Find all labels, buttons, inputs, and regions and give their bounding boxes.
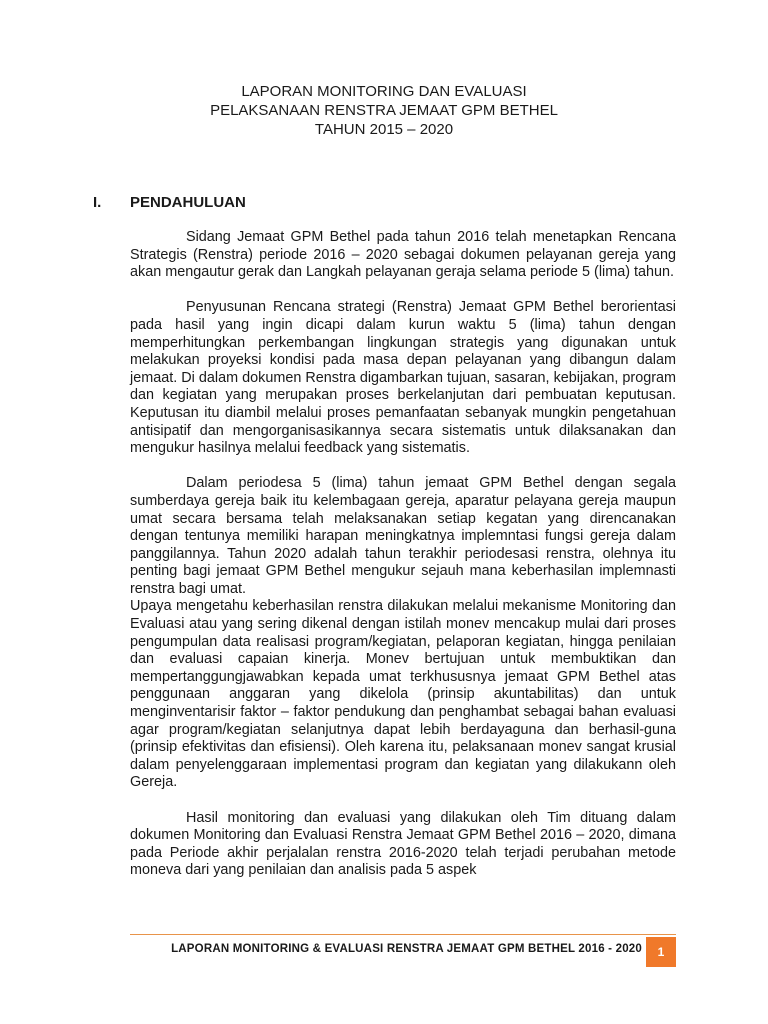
title-line-1: LAPORAN MONITORING DAN EVALUASI <box>241 83 527 100</box>
section-heading <box>93 193 693 213</box>
page-number-badge: 1 <box>646 937 676 967</box>
paragraph-3: Dalam periodesa 5 (lima) tahun jemaat GPM Bethel dengan segala sumberdaya gereja baik itu kelembagaan gereja, aparatur pelayana gereja maupun umat secara bersama telah melaksanakan setiap kegatan yang direncanakan dengan tentunya memiliki harapan meningkatnya implemntasi fungsi gereja dalam panggilannya. Tahun 2020 adalah tahun terakhir periodesasi renstra, olehnya itu penting bagi jemaat GPM Bethel mengukur sejauh mana keberhasilan implemnasti renstra bagi umat. <box>130 475 676 597</box>
body-text <box>130 229 676 880</box>
title-line-2: PELAKSANAAN RENSTRA JEMAAT GPM BETHEL <box>210 102 558 119</box>
page-footer <box>130 934 676 967</box>
section-number: I. <box>93 194 102 211</box>
title-line-3: TAHUN 2015 – 2020 <box>314 121 454 138</box>
document-title <box>0 82 768 139</box>
section-title: PENDAHULUAN <box>130 194 246 211</box>
paragraph-1: Sidang Jemaat GPM Bethel pada tahun 2016 telah menetapkan Rencana Strategis (Renstra) periode 2016 – 2020 sebagai dokumen pelayanan gereja yang akan mengautur gerak dan Langkah pelayanan geraja selama periode 5 (lima) tahun. <box>130 229 676 281</box>
paragraph-4: Upaya mengetahu keberhasilan renstra dilakukan melalui mekanisme Monitoring dan Evaluasi atau yang sering dikenal dengan istilah monev mencakup mulai dari proses pengumpulan data realisasi program/kegiatan, pelaporan kegiatan, hingga penilaian dan evaluasi capaian kinerja. Monev bertujuan untuk membuktikan dan mempertanggungjawabkan kepada umat terkhususnya jemaat GPM Bethel atas penggunaan anggaran yang dikelola (prinsip akuntabilitas) dan untuk menginventarisir faktor – faktor pendukung dan penghambat sebagai bahan evaluasi agar program/kegiatan selanjutnya dapat lebih berdayaguna dan berhasil-guna (prinsip efektivitas dan efisiensi). Oleh karena itu, pelaksanaan monev sangat krusial dalam penyelenggaraan implementasi program dan kegiatan yang dilakukann oleh Gereja. <box>130 598 676 791</box>
footer-text: LAPORAN MONITORING & EVALUASI RENSTRA JEMAAT GPM BETHEL 2016 - 2020 <box>171 943 642 955</box>
paragraph-5: Hasil monitoring dan evaluasi yang dilakukan oleh Tim dituang dalam dokumen Monitoring dan Evaluasi Renstra Jemaat GPM Bethel 2016 – 2020, dimana pada Periode akhir perjalalan renstra 2016-2020 telah terjadi perubahan metode moneva dari yang penilaian dan analisis pada 5 aspek <box>130 809 676 879</box>
paragraph-2: Penyusunan Rencana strategi (Renstra) Jemaat GPM Bethel berorientasi pada hasil yang ingin dicapi dalam kurun waktu 5 (lima) tahun dengan memperhitungkan perkembangan lingkungan strategis yang digunakan untuk melakukan proyeksi kondisi pada masa depan pelayanan yang dibangun dalam jemaat. Di dalam dokumen Renstra digambarkan tujuan, sasaran, kebijakan, program dan kegiatan yang merupakan proses berkelanjutan dari pembuatan keputusan. Keputusan itu diambil melalui proses pemanfaatan sebanyak mungkin pengetahuan antisipatif dan mengorganisasikannya secara sistematis untuk dilaksanakan dan mengukur hasilnya melalui feedback yang sistematis. <box>130 299 676 457</box>
